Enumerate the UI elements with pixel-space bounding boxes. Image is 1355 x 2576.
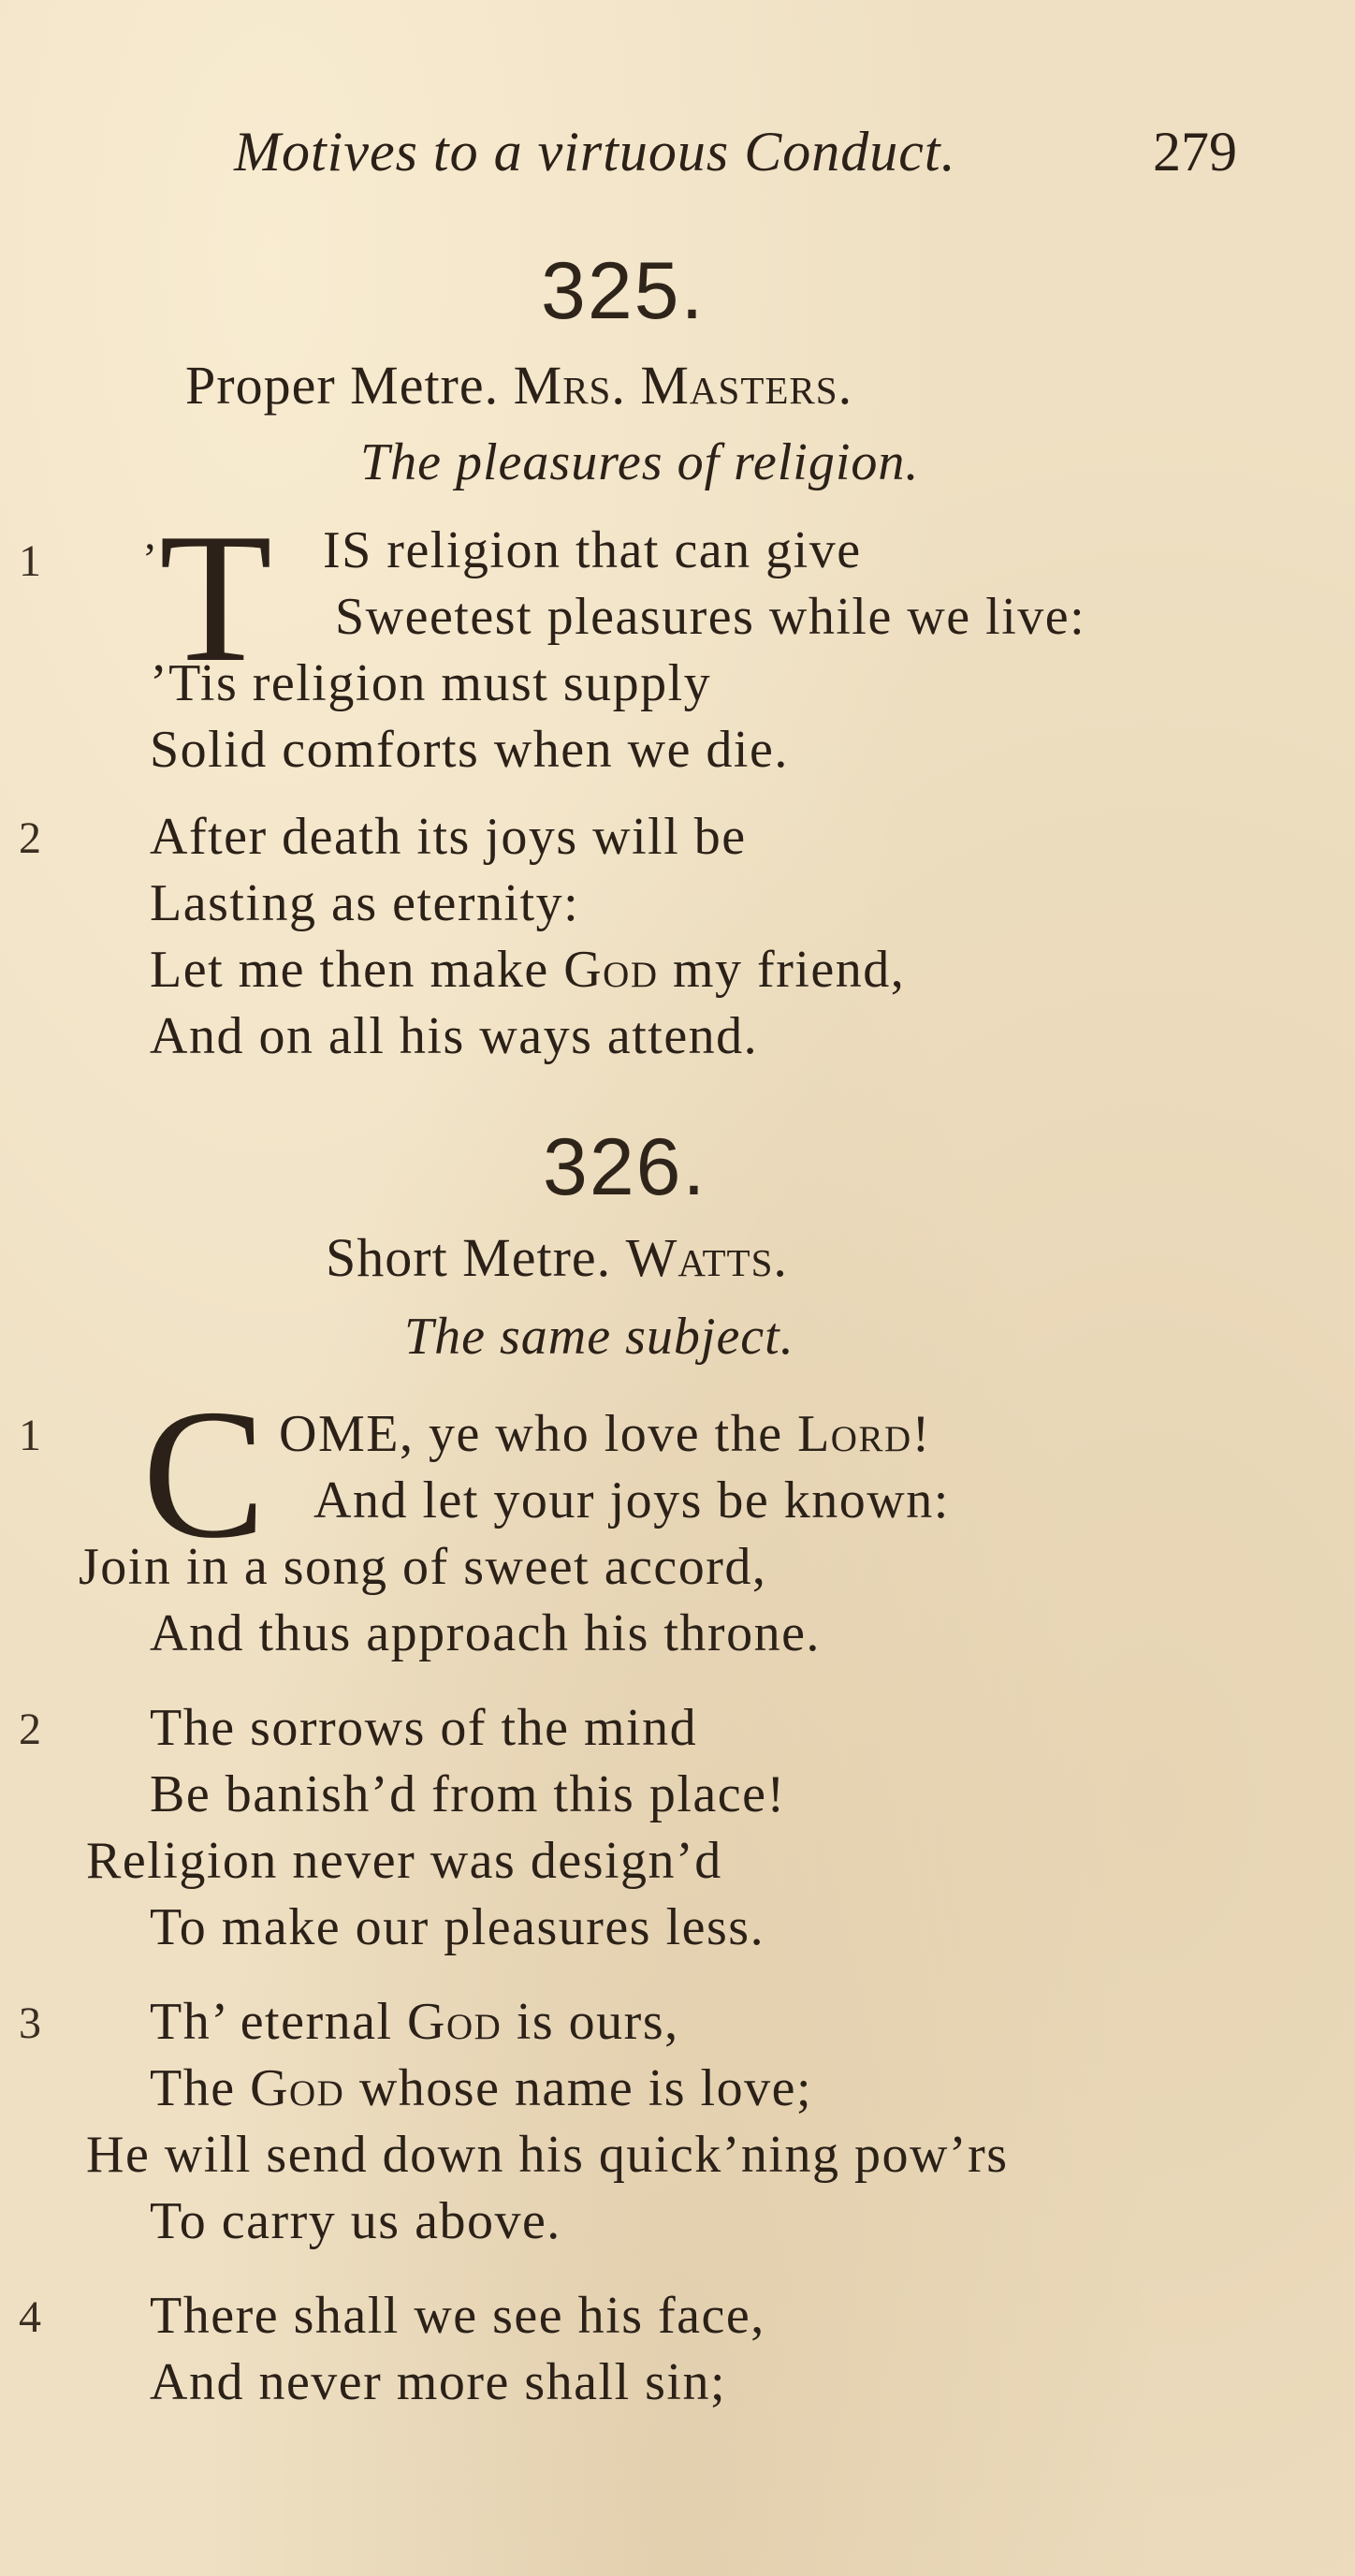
drop-cap: T [159,495,272,700]
hymn-author: Mrs. Masters. [513,355,853,416]
verse-line: Solid comforts when we die. [150,721,789,779]
divine-name: God [407,1993,503,2051]
hymn-number: 325. [541,246,706,336]
hymn-metre: Proper Metre. [185,355,500,416]
verse-line: Be banish’d from this place! [150,1765,786,1823]
verse-line: Let me then make God my friend, [150,941,906,999]
drop-cap: C [142,1371,267,1576]
verse-line: Th’ eternal God is ours, [150,1993,679,2051]
hymn-subject: The same subject. [404,1308,794,1366]
verse-line: IS religion that can give [323,521,862,579]
verse-line: The sorrows of the mind [150,1699,698,1757]
verse-number: 2 [19,813,41,863]
divine-name: God [250,2059,345,2117]
verse-line: After death its joys will be [150,808,747,866]
hymn-author: Watts. [625,1227,788,1288]
hymn-metre-line [185,354,852,417]
divine-name: God [563,941,659,999]
verse-line: Religion never was design’d [86,1832,722,1890]
verse-line: And on all his ways attend. [150,1007,759,1065]
hymn-metre-line [326,1226,788,1289]
verse-number: 3 [19,1998,41,2048]
page-number: 279 [1153,121,1237,183]
hymn-metre: Short Metre. [326,1227,612,1288]
verse-line: Join in a song of sweet accord, [79,1538,767,1596]
verse-number: 4 [19,2292,41,2342]
verse-number: 1 [19,536,41,586]
verse-line: And never more shall sin; [150,2353,727,2411]
verse-line: There shall we see his face, [150,2287,765,2345]
verse-line: To carry us above. [150,2192,561,2250]
verse-line: ’Tis religion must supply [150,654,712,712]
hymn-subject: The pleasures of religion. [360,433,920,491]
verse-line: Sweetest pleasures while we live: [335,588,1086,646]
verse-line: And let your joys be known: [313,1471,950,1530]
hymn-number: 326. [543,1122,707,1212]
drop-cap-apostrophe: ’ [142,534,159,584]
verse-line: He will send down his quick’ning pow’rs [86,2126,1009,2184]
verse-line: To make our pleasures less. [150,1898,765,1956]
divine-name: Lord! [797,1405,931,1463]
verse-line: The God whose name is love; [150,2059,813,2117]
verse-number: 1 [19,1411,41,1460]
verse-line: And thus approach his throne. [150,1604,821,1662]
verse-number: 2 [19,1705,41,1754]
verse-line: Lasting as eternity: [150,874,580,932]
running-head: Motives to a virtuous Conduct. [234,121,956,183]
verse-line: OME, ye who love the Lord! [279,1405,931,1463]
